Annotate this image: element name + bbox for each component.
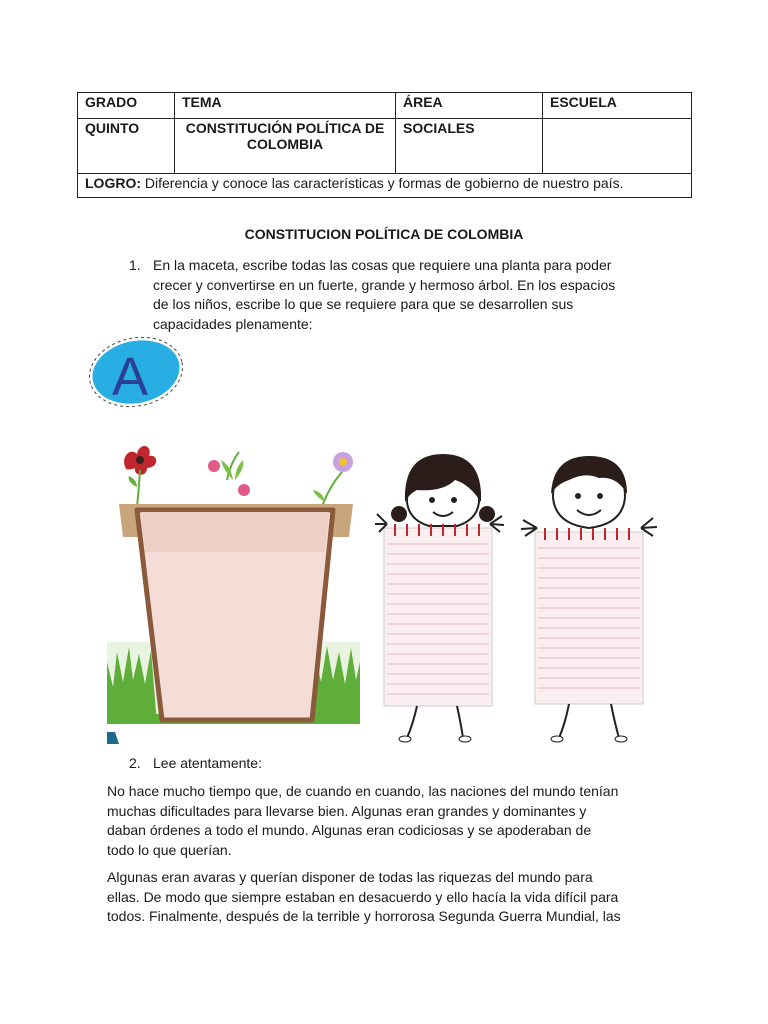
- instruction-1-line: capacidades plenamente:: [153, 315, 313, 332]
- info-table: [77, 92, 692, 198]
- instruction-1: [129, 256, 669, 336]
- instruction-2-text: Lee atentamente:: [153, 755, 262, 771]
- paragraph-line: ellas. De modo que siempre estaban en desacuerdo y ello hacía la vida difícil para: [107, 888, 619, 905]
- paragraph-line: No hace mucho tiempo que, de cuando en cuando, las naciones del mundo tenían: [107, 783, 619, 799]
- paragraph-line: todos. Finalmente, después de la terrible y horrorosa Segunda Guerra Mundial, las: [107, 908, 621, 924]
- logro-row: [78, 174, 692, 198]
- instruction-2-number: 2.: [129, 755, 141, 771]
- area-header: ÁREA: [396, 93, 543, 119]
- paragraph-line: todo lo que querían.: [107, 841, 232, 858]
- logro-text: Diferencia y conoce las características y formas de gobierno de nuestro país.: [141, 175, 624, 191]
- tema-value: CONSTITUCIÓN POLÍTICA DE COLOMBIA: [175, 119, 396, 174]
- instruction-1-text: [153, 256, 615, 334]
- tema-header: TEMA: [175, 93, 396, 119]
- reading-paragraph-2: [107, 868, 667, 927]
- area-value: SOCIALES: [396, 119, 543, 174]
- instruction-1-line: crecer y convertirse en un fuerte, grande y hermoso árbol. En los espacios: [153, 276, 616, 293]
- escuela-header: ESCUELA: [543, 93, 692, 119]
- paragraph-line: muchas dificultades para llevarse bien. Algunas eran grandes y dominantes y: [107, 802, 587, 819]
- document-title: CONSTITUCION POLÍTICA DE COLOMBIA: [244, 226, 524, 242]
- values-row: [78, 119, 692, 174]
- instruction-1-line: En la maceta, escribe todas las cosas que requiere una planta para poder: [153, 257, 612, 273]
- logro-cell: [78, 174, 692, 198]
- header-row: [78, 93, 692, 119]
- logro-label: LOGRO:: [85, 175, 141, 191]
- instruction-2: [129, 754, 669, 774]
- flower-pot-icon: [107, 446, 360, 744]
- instruction-1-line: de los niños, escribe lo que se requiere para que se desarrollen sus: [153, 296, 574, 312]
- reading-paragraph-1: [107, 782, 667, 860]
- instruction-1-number: 1.: [129, 257, 141, 273]
- badge-letter: A: [112, 347, 149, 407]
- girl-holding-paper-icon: [375, 454, 504, 742]
- paragraph-line: Algunas eran avaras y querían disponer de todas las riquezas del mundo para: [107, 869, 593, 885]
- letter-a-badge-icon: [86, 334, 186, 412]
- escuela-value: [543, 119, 692, 174]
- grado-header: GRADO: [78, 93, 175, 119]
- boy-holding-paper-icon: [521, 456, 657, 742]
- grado-value: QUINTO: [78, 119, 175, 174]
- activity-illustration: [107, 432, 662, 744]
- paragraph-line: daban órdenes a todo el mundo. Algunas eran codiciosas y se apoderaban de: [107, 822, 592, 838]
